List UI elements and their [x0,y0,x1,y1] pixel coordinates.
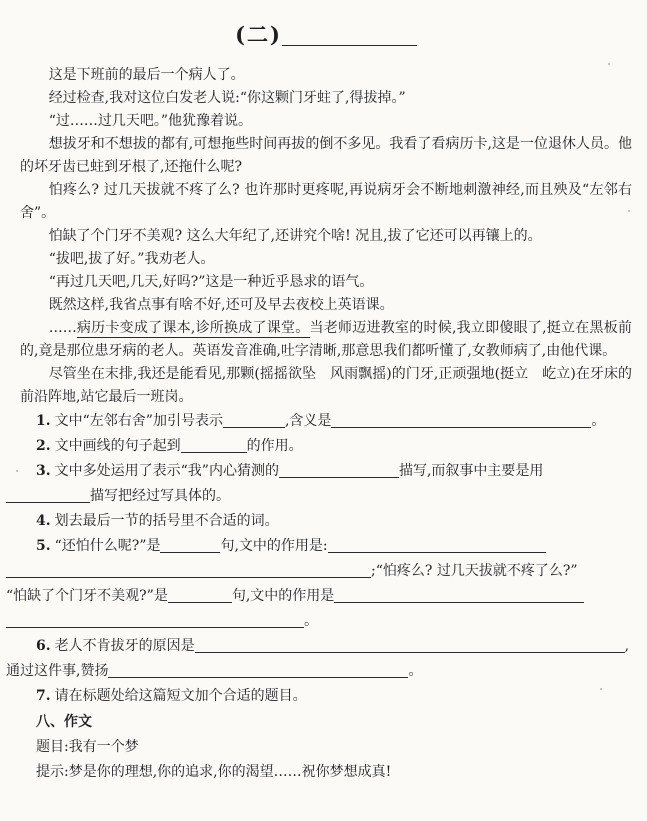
text-run: 想拔牙和不想拔的都有,可想拖些时间再拔的倒不多见。我看了看病历卡,这是一位退休人员。他的坏牙齿已蛀到牙根了,还拖什么呢? [20,136,632,175]
fill-in-blank [223,414,285,428]
text-run: 。 [591,413,606,429]
text-run: 文中多处运用了表示“我”内心猜测的 [54,463,279,479]
text-run: 当老师迈进教室的时候,我立即傻眼了,挺立在黑板前的,竟是那位患牙病的老人。英语发音准确,吐字清晰,那意思我们都听懂了,女教师病了,由他代课。 [20,320,632,359]
text-run: “怕缺了个门牙不美观?”是 [6,588,168,604]
question-line [36,534,632,559]
passage-paragraph [20,248,632,271]
passage-paragraph [20,110,632,133]
fill-in-blank [6,564,371,578]
fill-in-blank [334,589,584,603]
question-line [36,434,632,459]
fill-in-blank [328,539,546,553]
text-run: 句,文中的作用是 [231,588,335,604]
fill-in-blank [279,464,399,478]
passage-paragraph [20,363,632,409]
passage-paragraph [20,271,632,294]
scan-speck [608,63,610,65]
fill-in-blank [181,439,247,453]
text-run: 尽管坐在末排,我还是能看见,那颗(摇摇欲坠 风雨飘摇)的门牙,正顽强地(挺立 屹立)在牙床的前沿阵地,站它最后一班岗。 [20,366,632,405]
text-run: “还怕什么呢?”是 [54,538,161,554]
text-run: 这是下班前的最后一个病人了。 [48,67,245,83]
text-run: 既然这样,我省点事有啥不好,还可及早去夜校上英语课。 [48,297,394,313]
text-run: 划去最后一节的括号里不合适的词。 [54,513,279,529]
passage-paragraph [20,317,632,363]
question-line [36,634,632,659]
question-line [6,584,632,609]
text-run: ;“怕疼么? 过几天拔就不疼了么?” [371,563,578,579]
question-line [36,684,632,709]
text-run: “过……过几天吧。”他犹豫着说。 [48,113,253,129]
passage-paragraph [20,294,632,317]
fill-in-blank [168,589,232,603]
text-run: 请在标题处给这篇短文加个合适的题目。 [54,688,307,704]
bold-run: 1. [36,413,51,429]
text-run: 怕缺了个门牙不美观? 这么大年纪了,还讲究个啥! 况且,拔了它还可以再镶上的。 [48,228,542,244]
text-run: “再过几天吧,几天,好吗?”这是一种近乎恳求的语气。 [48,274,374,290]
text-run: 。 [408,663,423,679]
composition-topic [36,735,632,760]
text-run: 描写,而叙事中主要是用 [398,463,544,479]
question-line [6,659,632,684]
scan-speck [16,470,18,472]
text-run: 怕疼么? 过几天拔就不疼了么? 也许那时更疼呢,再说病牙会不断地刺激神经,而且殃及“左邻右舍”。 [20,182,632,221]
passage-paragraph [20,179,632,225]
text-run: 提示:梦是你的理想,你的追求,你的渴望……祝你梦想成真! [36,764,392,780]
page-title [20,20,632,50]
fill-in-blank [6,489,90,503]
scan-speck [628,210,630,212]
underlined-sentence: 病历卡变成了课本,诊所换成了课堂。 [76,320,310,336]
bold-run: 5. [36,538,51,554]
bold-run: 2. [36,438,51,454]
question-line [6,484,632,509]
question-line [36,459,632,484]
text-run: 文中“左邻右舍”加引号表示 [54,413,223,429]
text-run: 描写把经过写具体的。 [90,488,230,504]
text-run: “拔吧,拔了好。”我劝老人。 [48,251,215,267]
text-run: 通过这件事,赞扬 [6,663,109,679]
text-run: (二) [235,22,282,47]
bold-run: 4. [36,513,51,529]
bold-run: 6. [36,638,51,654]
text-run: 句,文中的作用是: [220,538,328,554]
fill-in-blank [195,639,625,653]
passage-paragraph [20,133,632,179]
text-run: , [624,638,630,654]
text-run: 文中画线的句子起到 [54,438,181,454]
fill-in-blank [331,414,591,428]
text-run: ,含义是 [284,413,332,429]
text-run: 。 [304,613,318,629]
scan-speck [600,688,602,690]
fill-in-blank [282,29,417,46]
passage-paragraph [20,64,632,87]
fill-in-blank [160,539,220,553]
text-run: 老人不肯拔牙的原因是 [54,638,195,654]
passage-paragraph [20,225,632,248]
bold-run: 八、作文 [36,714,92,730]
text-run: …… [48,320,77,336]
bold-run: 7. [36,688,51,704]
fill-in-blank [108,664,408,678]
composition-hint [36,760,632,785]
question-line [36,509,632,534]
bold-run: 3. [36,463,51,479]
text-run: 题目:我有一个梦 [36,739,139,755]
fill-in-blank [6,614,304,628]
question-line [6,609,632,634]
question-line [6,559,632,584]
section-heading [36,709,632,735]
text-run: 的作用。 [246,438,303,454]
passage-paragraph [20,87,632,110]
question-line [36,409,632,434]
text-run: 经过检查,我对这位白发老人说:“你这颗门牙蛀了,得拔掉。” [48,90,406,106]
